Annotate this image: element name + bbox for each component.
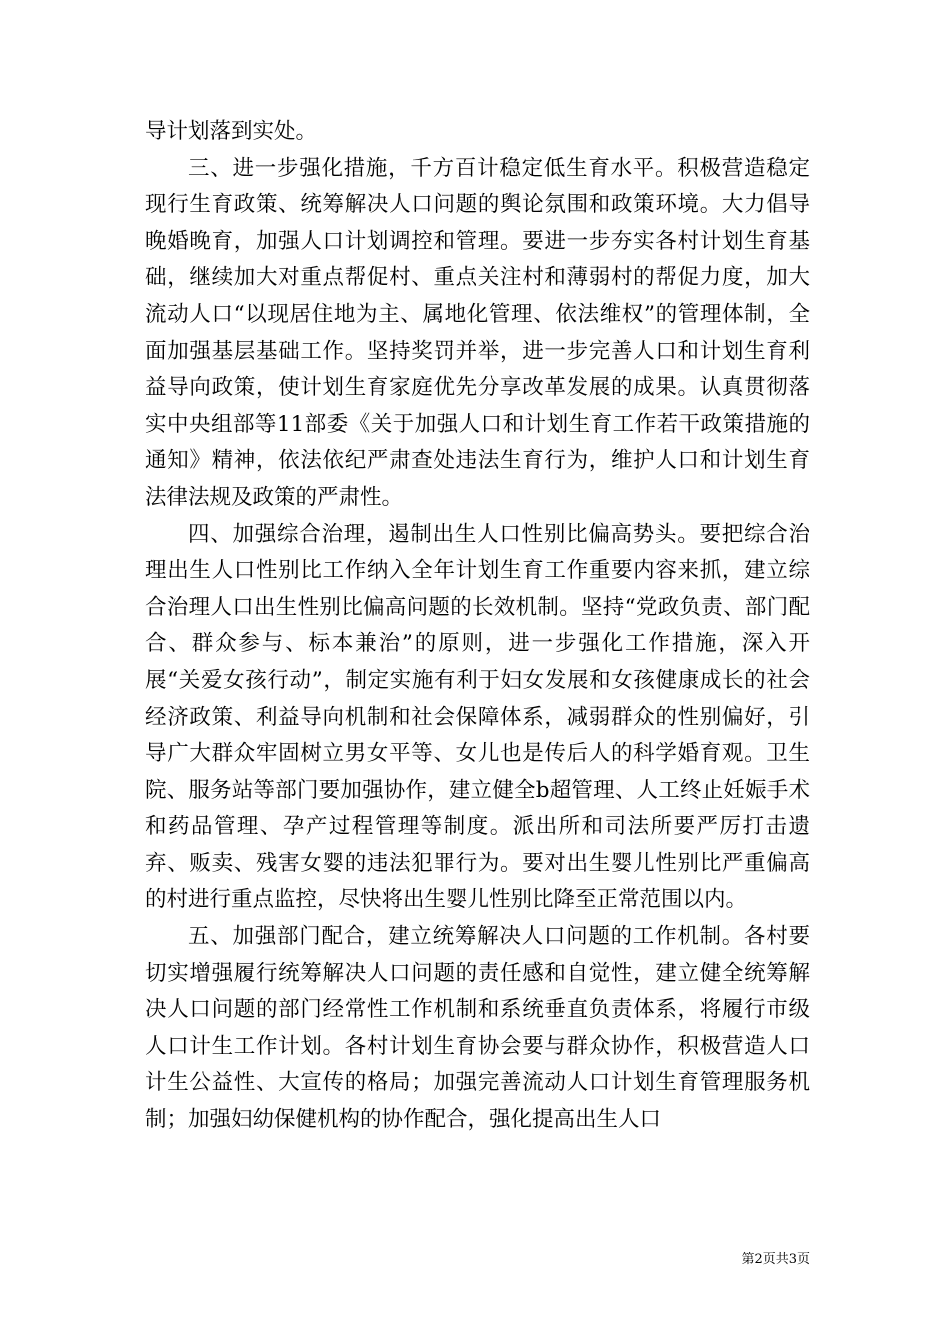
- paragraph-section-5: 五、加强部门配合，建立统筹解决人口问题的工作机制。各村要切实增强履行统筹解决人口问题的责任感和自觉性，建立健全统筹解决人口问题的部门经常性工作机制和系统垂直负责体系，将履行市级人口计生工作计划。各村计划生育协会要与群众协作，积极营造人口计生公益性、大宣传的格局；加强完善流动人口计划生育管理服务机制；加强妇幼保健机构的协作配合，强化提高出生人口: [145, 924, 810, 1133]
- page-number: 第2页共3页: [741, 1252, 810, 1267]
- paragraph-section-3: 三、进一步强化措施，千方百计稳定低生育水平。积极营造稳定现行生育政策、统筹解决人口问题的舆论氛围和政策环境。大力倡导晚婚晚育，加强人口计划调控和管理。要进一步夯实各村计划生育基础，继续加大对重点帮促村、重点关注村和薄弱村的帮促力度，加大流动人口“以现居住地为主、属地化管理、依法维权”的管理体制，全面加强基层基础工作。坚持奖罚并举，进一步完善人口和计划生育利益导向政策，使计划生育家庭优先分享改革发展的成果。认真贯彻落实中央组部等11部委《关于加强人口和计划生育工作若干政策措施的通知》精神，依法依纪严肃查处违法生育行为，维护人口和计划生育法律法规及政策的严肃性。: [145, 155, 810, 510]
- paragraph-section-4: 四、加强综合治理，遏制出生人口性别比偏高势头。要把综合治理出生人口性别比工作纳入全年计划生育工作重要内容来抓，建立综合治理人口出生性别比偏高问题的长效机制。坚持“党政负责、部门配合、群众参与、标本兼治”的原则，进一步强化工作措施，深入开展“关爱女孩行动”，制定实施有利于妇女发展和女孩健康成长的社会经济政策、利益导向机制和社会保障体系，减弱群众的性别偏好，引导广大群众牢固树立男女平等、女儿也是传后人的科学婚育观。卫生院、服务站等部门要加强协作，建立健全b超管理、人工终止妊娠手术和药品管理、孕产过程管理等制度。派出所和司法所要严厉打击遗弃、贩卖、残害女婴的违法犯罪行为。要对出生婴儿性别比严重偏高的村进行重点监控，尽快将出生婴儿性别比降至正常范围以内。: [145, 521, 810, 913]
- paragraph-continuation: 导计划落到实处。: [145, 119, 318, 144]
- body-text: [145, 114, 810, 1139]
